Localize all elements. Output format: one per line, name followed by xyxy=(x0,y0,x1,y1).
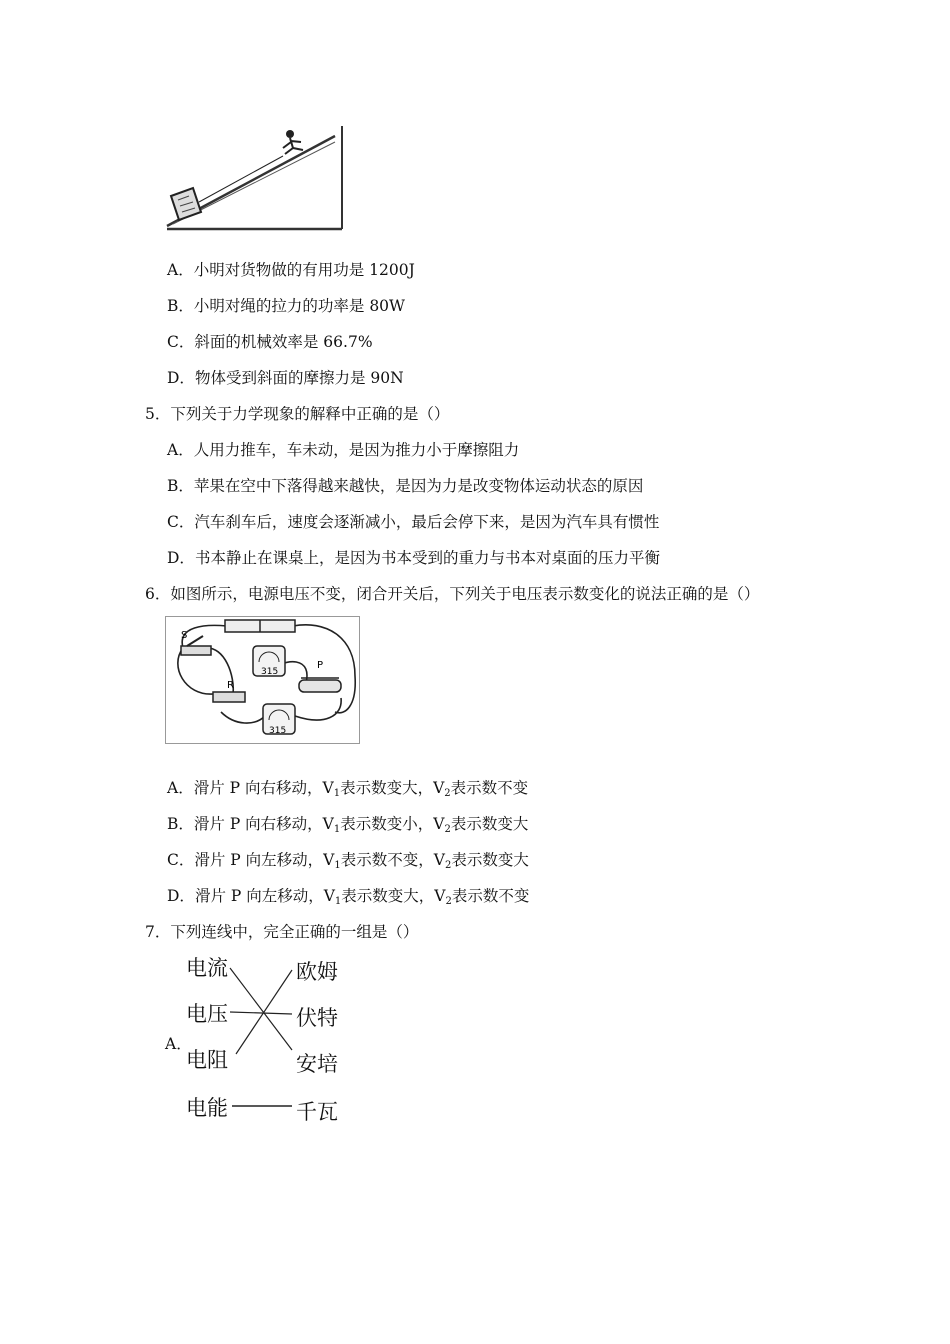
q6-option-d: D．滑片 P 向左移动，$V_1$表示数变大，$V_2$表示数不变 xyxy=(167,887,530,907)
voltmeter-v1 xyxy=(253,646,285,677)
label-p: P xyxy=(317,660,324,671)
circuit-figure xyxy=(165,616,360,744)
q5-option-a: A．人用力推车，车未动，是因为推力小于摩擦阻力 xyxy=(167,441,520,459)
match-left-2: 电压 xyxy=(186,1002,228,1026)
incline-figure xyxy=(165,124,345,232)
q5-stem: 5．下列关于力学现象的解释中正确的是（） xyxy=(145,405,450,423)
match-right-3: 安培 xyxy=(296,1052,338,1076)
q4-option-a: A．小明对货物做的有用功是 1200J xyxy=(167,261,415,279)
q4-option-d: D．物体受到斜面的摩擦力是 90N xyxy=(167,369,404,387)
meter2-label: 315 xyxy=(269,726,287,736)
q5-option-b: B．苹果在空中下落得越来越快，是因为力是改变物体运动状态的原因 xyxy=(167,477,644,495)
q5-option-d: D．书本静止在课桌上，是因为书本受到的重力与书本对桌面的压力平衡 xyxy=(167,549,660,567)
matching-lines xyxy=(228,958,300,1118)
q4-option-b: B．小明对绳的拉力的功率是 80W xyxy=(167,297,405,315)
match-left-3: 电阻 xyxy=(186,1048,228,1072)
meter1-label: 315 xyxy=(261,667,279,677)
q6-stem: 6．如图所示，电源电压不变，闭合开关后，下列关于电压表示数变化的说法正确的是（） xyxy=(145,585,760,603)
q5-option-c: C．汽车刹车后，速度会逐渐减小，最后会停下来，是因为汽车具有惯性 xyxy=(167,513,660,531)
match-right-1: 欧姆 xyxy=(296,960,338,984)
line-current-ampere xyxy=(230,968,292,1050)
label-r: R xyxy=(227,680,234,691)
voltmeter-v2 xyxy=(263,704,295,736)
match-right-2: 伏特 xyxy=(296,1006,338,1030)
q6-option-c: C．滑片 P 向左移动，$V_1$表示数不变，$V_2$表示数变大 xyxy=(167,851,529,871)
match-left-1: 电流 xyxy=(186,956,228,980)
label-s: S xyxy=(181,630,188,641)
q7-option-a-label: A． xyxy=(165,1035,192,1053)
q6-option-b: B．滑片 P 向右移动，$V_1$表示数变小，$V_2$表示数变大 xyxy=(167,815,529,835)
battery-pack xyxy=(225,620,295,632)
q7-stem: 7．下列连线中，完全正确的一组是（） xyxy=(145,923,419,941)
q6-option-a: A．滑片 P 向右移动，$V_1$表示数变大，$V_2$表示数不变 xyxy=(167,779,529,799)
match-right-4: 千瓦 xyxy=(296,1100,338,1124)
match-left-4: 电能 xyxy=(186,1096,228,1120)
q4-option-c: C．斜面的机械效率是 66.7% xyxy=(167,333,373,351)
line-voltage-volt xyxy=(230,1012,292,1014)
